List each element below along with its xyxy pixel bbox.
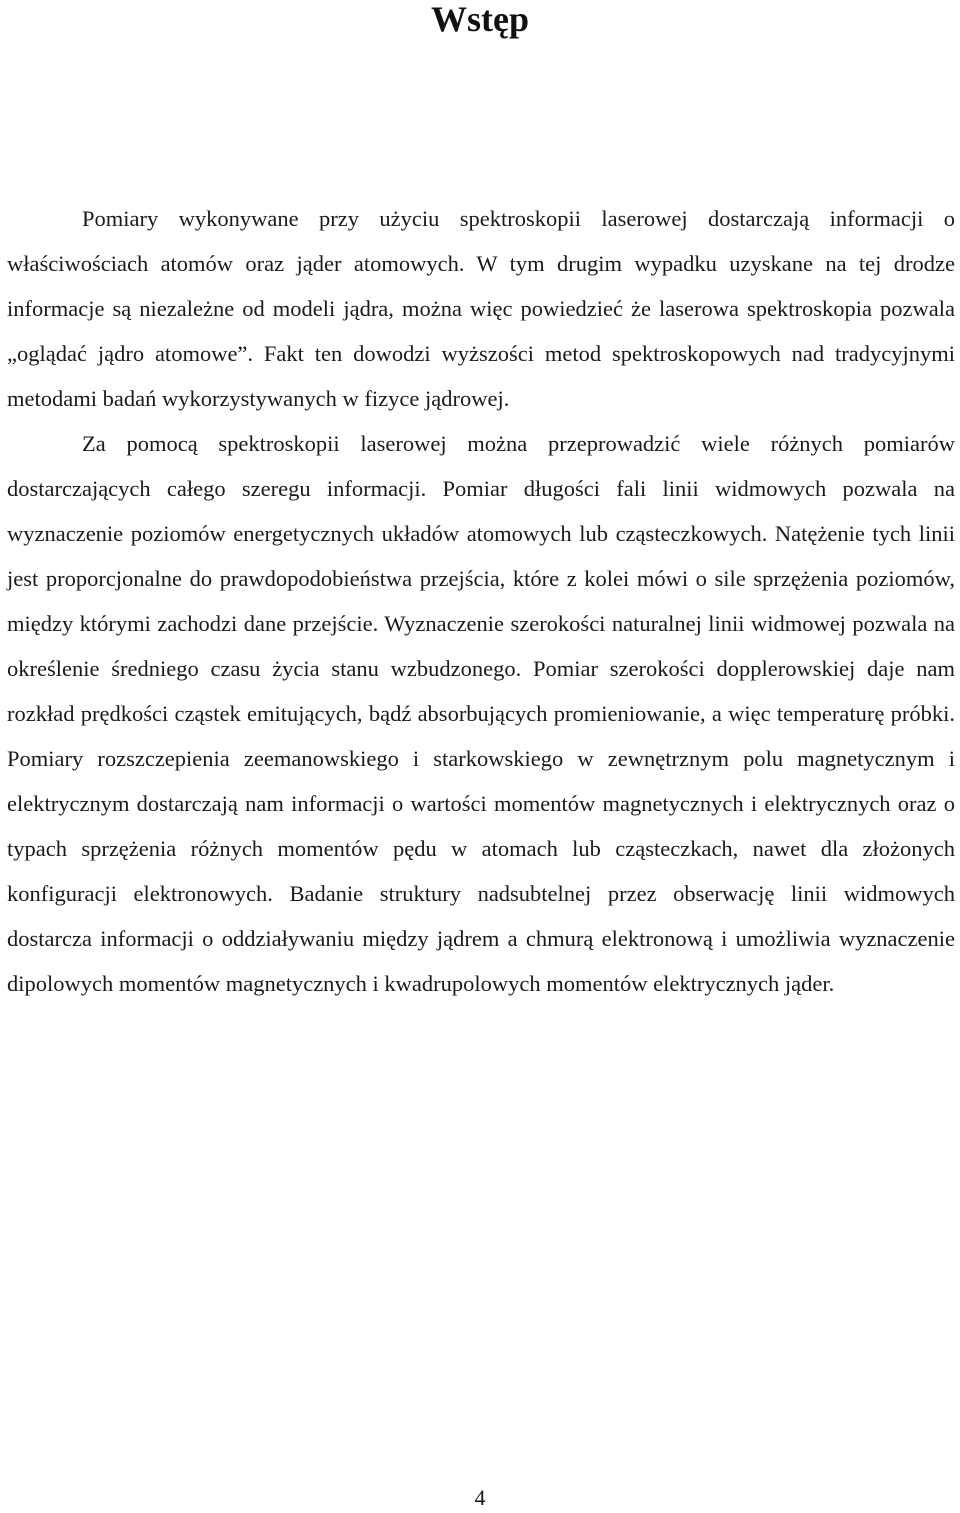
document-body [7, 196, 955, 1006]
page-number: 4 [474, 1485, 486, 1510]
page-title: Wstęp [431, 0, 529, 39]
paragraph-methods: Za pomocą spektroskopii laserowej można przeprowadzić wiele różnych pomiarów dostarczających całego szeregu informacji. Pomiar długości fali linii widmowych pozwala na wyznaczenie poziomów energetycznych układów atomowych lub cząsteczkowych. Natężenie tych linii jest proporcjonalne do prawdopodobieństwa przejścia, które z kolei mówi o sile sprzężenia poziomów, między którymi zachodzi dane przejście. Wyznaczenie szerokości naturalnej linii widmowej pozwala na określenie średniego czasu życia stanu wzbudzonego. Pomiar szerokości dopplerowskiej daje nam rozkład prędkości cząstek emitujących, bądź absorbujących promieniowanie, a więc temperaturę próbki. Pomiary rozszczepienia zeemanowskiego i starkowskiego w zewnętrznym polu magnetycznym i elektrycznym dostarczają nam informacji o wartości momentów magnetycznych i elektrycznych oraz o typach sprzężenia różnych momentów pędu w atomach lub cząsteczkach, nawet dla złożonych konfiguracji elektronowych. Badanie struktury nadsubtelnej przez obserwację linii widmowych dostarcza informacji o oddziaływaniu między jądrem a chmurą elektronową i umożliwia wyznaczenie dipolowych momentów magnetycznych i kwadrupolowych momentów elektrycznych jąder. [7, 431, 955, 996]
paragraph-intro: Pomiary wykonywane przy użyciu spektroskopii laserowej dostarczają informacji o właściwościach atomów oraz jąder atomowych. W tym drugim wypadku uzyskane na tej drodze informacje są niezależne od modeli jądra, można więc powiedzieć że laserowa spektroskopia pozwala „oglądać jądro atomowe”. Fakt ten dowodzi wyższości metod spektroskopowych nad tradycyjnymi metodami badań wykorzystywanych w fizyce jądrowej. [7, 206, 955, 411]
